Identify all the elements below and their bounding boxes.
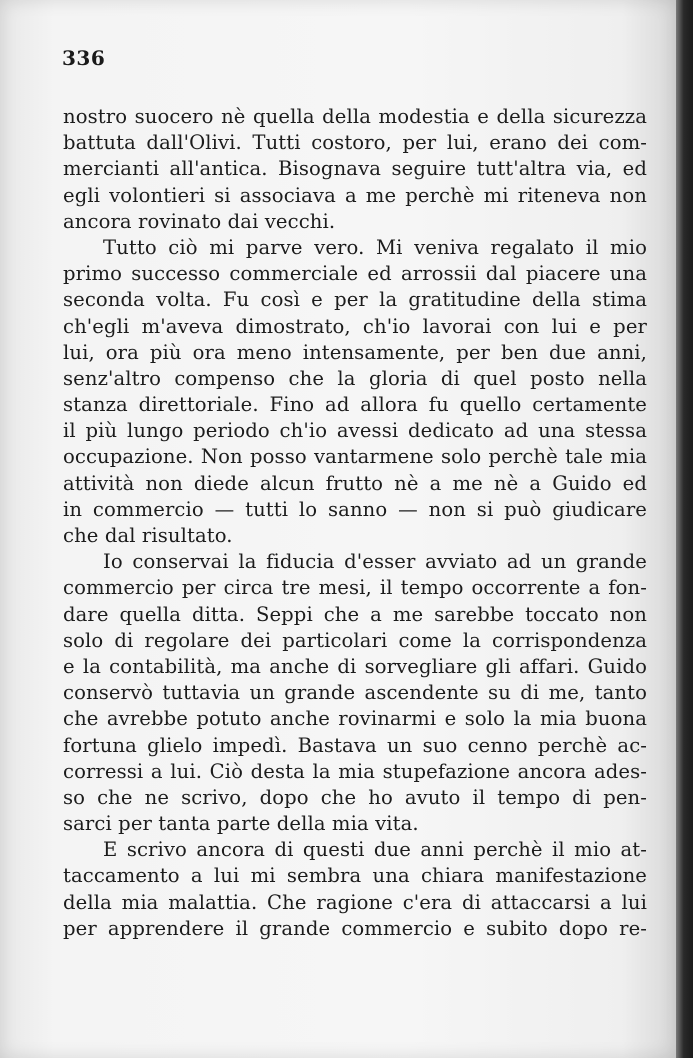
book-spine-edge <box>676 0 693 1058</box>
text-line: ancora rovinato dai vecchi. <box>63 209 336 233</box>
text-line: il più lungo periodo ch'io avessi dedicato ad una stessa <box>63 419 647 443</box>
text-line: conservò tuttavia un grande ascendente su di me, tanto <box>63 681 647 705</box>
text-line: seconda volta. Fu così e per la gratitudine della stima <box>63 288 647 312</box>
text-line: mercianti all'antica. Bisognava seguire tutt'altra via, ed <box>63 157 647 181</box>
body-text <box>63 104 647 942</box>
text-line: dare quella ditta. Seppi che a me sarebbe toccato non <box>63 602 647 626</box>
text-line: Tutto ciò mi parve vero. Mi veniva regalato il mio <box>103 235 647 259</box>
text-line: ch'egli m'aveva dimostrato, ch'io lavorai con lui e per <box>63 314 647 338</box>
text-line: della mia malattia. Che ragione c'era di attaccarsi a lui <box>63 890 647 914</box>
text-line: occupazione. Non posso vantarmene solo perchè tale mia <box>63 445 647 469</box>
text-line: che avrebbe potuto anche rovinarmi e solo la mia buona <box>63 707 647 731</box>
text-line: egli volontieri si associava a me perchè mi riteneva non <box>63 183 647 207</box>
text-line: senz'altro compenso che la gloria di quel posto nella <box>63 366 647 390</box>
text-line: E scrivo ancora di questi due anni perchè il mio at- <box>103 838 647 862</box>
text-line: battuta dall'Olivi. Tutti costoro, per lui, erano dei com- <box>63 131 647 155</box>
text-line: lui, ora più ora meno intensamente, per ben due anni, <box>63 340 647 364</box>
text-line: per apprendere il grande commercio e subito dopo re- <box>63 916 647 940</box>
text-line: Io conservai la fiducia d'esser avviato ad un grande <box>103 550 647 574</box>
text-line: e la contabilità, ma anche di sorvegliare gli affari. Guido <box>63 654 647 678</box>
text-line: solo di regolare dei particolari come la corrispondenza <box>63 628 647 652</box>
text-line: attività non diede alcun frutto nè a me nè a Guido ed <box>63 471 647 495</box>
text-line: sarci per tanta parte della mia vita. <box>63 812 419 836</box>
text-line: corressi a lui. Ciò desta la mia stupefazione ancora ades- <box>63 759 647 783</box>
text-line: so che ne scrivo, dopo che ho avuto il tempo di pen- <box>63 785 647 809</box>
text-line: fortuna glielo impedì. Bastava un suo cenno perchè ac- <box>63 733 647 757</box>
text-line: nostro suocero nè quella della modestia e della sicurezza <box>63 105 647 128</box>
text-line: stanza direttoriale. Fino ad allora fu quello certamente <box>63 393 647 417</box>
text-line: primo successo commerciale ed arrossii dal piacere una <box>63 262 647 286</box>
text-line: taccamento a lui mi sembra una chiara manifestazione <box>63 864 647 888</box>
text-line: che dal risultato. <box>63 524 233 547</box>
text-line: in commercio — tutti lo sanno — non si può giudicare <box>63 497 647 521</box>
text-line: commercio per circa tre mesi, il tempo occorrente a fon- <box>63 576 647 600</box>
page-number: 336 <box>62 46 106 70</box>
